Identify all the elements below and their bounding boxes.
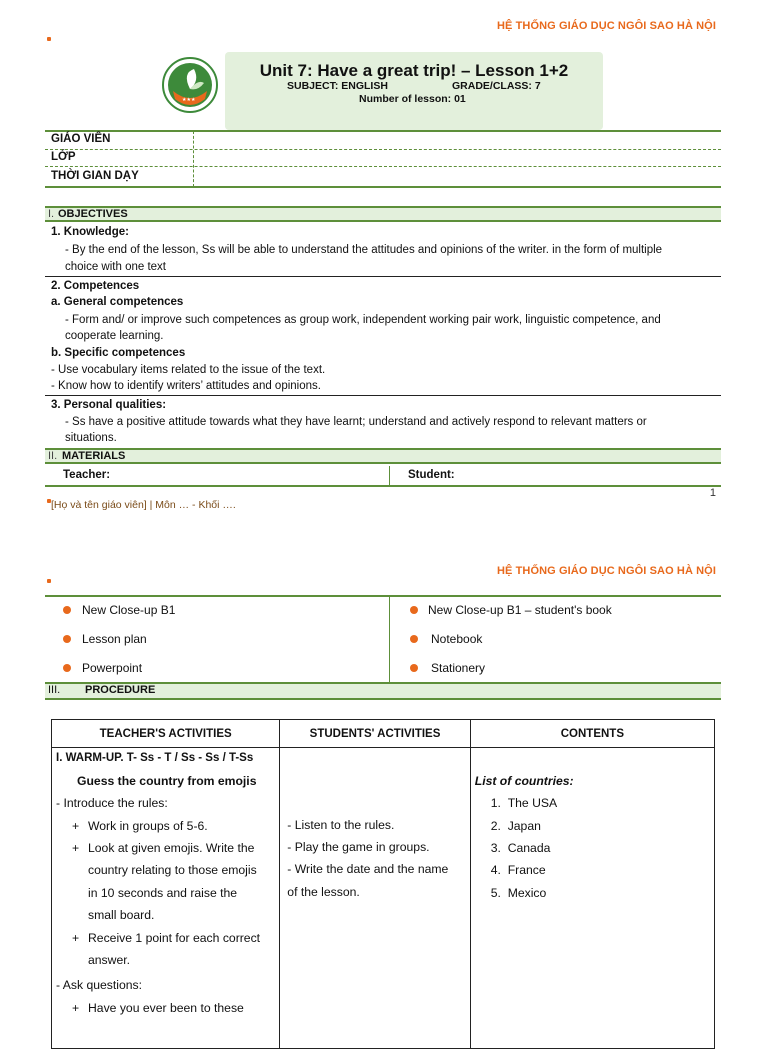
activity-line: country relating to those emojis [88,863,257,877]
student-material-item: New Close-up B1 – student's book [428,603,612,617]
student-activity-line: of the lesson. [287,885,360,899]
teacher-material-item: Powerpoint [82,661,143,675]
bullet-icon [63,635,71,643]
activity-line: answer. [88,953,131,967]
country-item: 2. Japan [490,819,541,833]
divider [193,131,195,187]
students-activities-header: STUDENTS' ACTIVITIES [280,720,470,748]
warmup-heading: I. WARM-UP. T- Ss - T / Ss - Ss / T-Ss [56,752,254,764]
procedure-table [51,719,715,1049]
page-number: 1 [709,487,716,499]
activity-line: Look at given emojis. Write the [88,841,255,855]
general-competences-text: - Form and/ or improve such competences as group work, independent working pair work, linguistic competence, and [65,314,661,326]
bullet-icon [63,664,71,672]
lesson-title-box [225,52,603,130]
school-name: HỆ THỐNG GIÁO DỤC NGÔI SAO HÀ NỘI [496,20,716,32]
student-activity-line: - Write the date and the name [287,862,449,876]
objectives-bar [45,206,721,222]
contents-cell [470,748,714,1049]
time-field-label: THỜI GIAN DẠY [51,170,139,182]
knowledge-text: choice with one text [65,261,167,273]
activity-line: Have you ever been to these [88,1001,244,1015]
competences-heading: 2. Competences [51,280,140,292]
countries-list-title: List of countries: [474,774,574,788]
grade-label: GRADE/CLASS: 7 [452,80,541,92]
game-title: Guess the country from emojis [77,774,257,788]
activity-line: - Ask questions: [56,978,143,992]
plus-mark: + [72,1001,80,1015]
teacher-material-item: New Close-up B1 [82,603,176,617]
divider [45,186,721,188]
country-item: 5. Mexico [490,886,547,900]
procedure-heading: PROCEDURE [85,684,156,696]
activity-line: Receive 1 point for each correct [88,931,261,945]
divider [45,166,721,167]
activity-line: Work in groups of 5-6. [88,819,208,833]
contents-header: CONTENTS [470,720,714,748]
students-activities-cell [280,748,470,1049]
lesson-count: Number of lesson: 01 [359,93,466,105]
divider [389,466,390,486]
bullet-mark [47,37,51,41]
student-activity-line: - Play the game in groups. [287,840,430,854]
divider [45,149,721,150]
specific-competences-text: - Know how to identify writers’ attitudes and opinions. [51,380,321,392]
country-item: 4. France [490,863,546,877]
objectives-heading: OBJECTIVES [58,208,128,220]
activity-line: small board. [88,908,155,922]
divider [389,596,390,682]
svg-text:★★★: ★★★ [182,97,196,103]
teacher-materials-heading: Teacher: [63,469,111,481]
student-material-item: Stationery [431,661,486,675]
materials-heading: MATERIALS [62,450,126,462]
divider [45,595,721,597]
section-number: III. [48,684,61,696]
personal-qualities-text: - Ss have a positive attitude towards what they have learnt; understand and actively respond to relevant matters or [65,416,647,428]
materials-bar [45,448,721,464]
teacher-material-item: Lesson plan [82,632,147,646]
plus-mark: + [72,819,80,833]
student-materials-heading: Student: [408,469,455,481]
bullet-icon [410,635,418,643]
bullet-icon [63,606,71,614]
plus-mark: + [72,841,80,855]
footer-text: [Họ và tên giáo viên] | Môn … - Khối …. [51,499,236,511]
subject-label: SUBJECT: ENGLISH [287,80,388,92]
bullet-icon [410,606,418,614]
school-logo [160,55,220,115]
procedure-bar [45,682,721,700]
divider [45,276,721,277]
student-material-item: Notebook [431,632,483,646]
activity-line: in 10 seconds and raise the [88,886,238,900]
plus-mark: + [72,931,80,945]
teacher-field-label: GIÁO VIÊN [51,133,111,145]
bullet-mark [47,579,51,583]
table-row [52,748,715,1049]
lesson-title: Unit 7: Have a great trip! – Lesson 1+2 [259,61,569,80]
specific-competences-heading: b. Specific competences [51,347,186,359]
class-field-label: LỚP [51,151,76,163]
divider [45,395,721,396]
general-competences-text: cooperate learning. [65,330,164,342]
general-competences-heading: a. General competences [51,296,184,308]
table-header-row [52,720,715,748]
knowledge-text: - By the end of the lesson, Ss will be able to understand the attitudes and opinions of the writer. in the form of multiple [65,244,663,256]
section-number: I. [48,208,55,220]
country-item: 1. The USA [490,796,558,810]
student-activity-line: - Listen to the rules. [287,818,395,832]
school-name: HỆ THỐNG GIÁO DỤC NGÔI SAO HÀ NỘI [496,565,716,577]
leaf-logo-icon [160,55,220,115]
personal-qualities-text: situations. [65,432,117,444]
divider [45,130,721,132]
knowledge-heading: 1. Knowledge: [51,226,129,238]
personal-qualities-heading: 3. Personal qualities: [51,399,167,411]
section-number: II. [48,450,58,462]
activity-line: - Introduce the rules: [56,796,168,810]
bullet-icon [410,664,418,672]
teacher-activities-cell [52,748,280,1049]
teacher-activities-header: TEACHER'S ACTIVITIES [52,720,280,748]
divider [45,485,721,487]
country-item: 3. Canada [490,841,551,855]
specific-competences-text: - Use vocabulary items related to the issue of the text. [51,364,326,376]
